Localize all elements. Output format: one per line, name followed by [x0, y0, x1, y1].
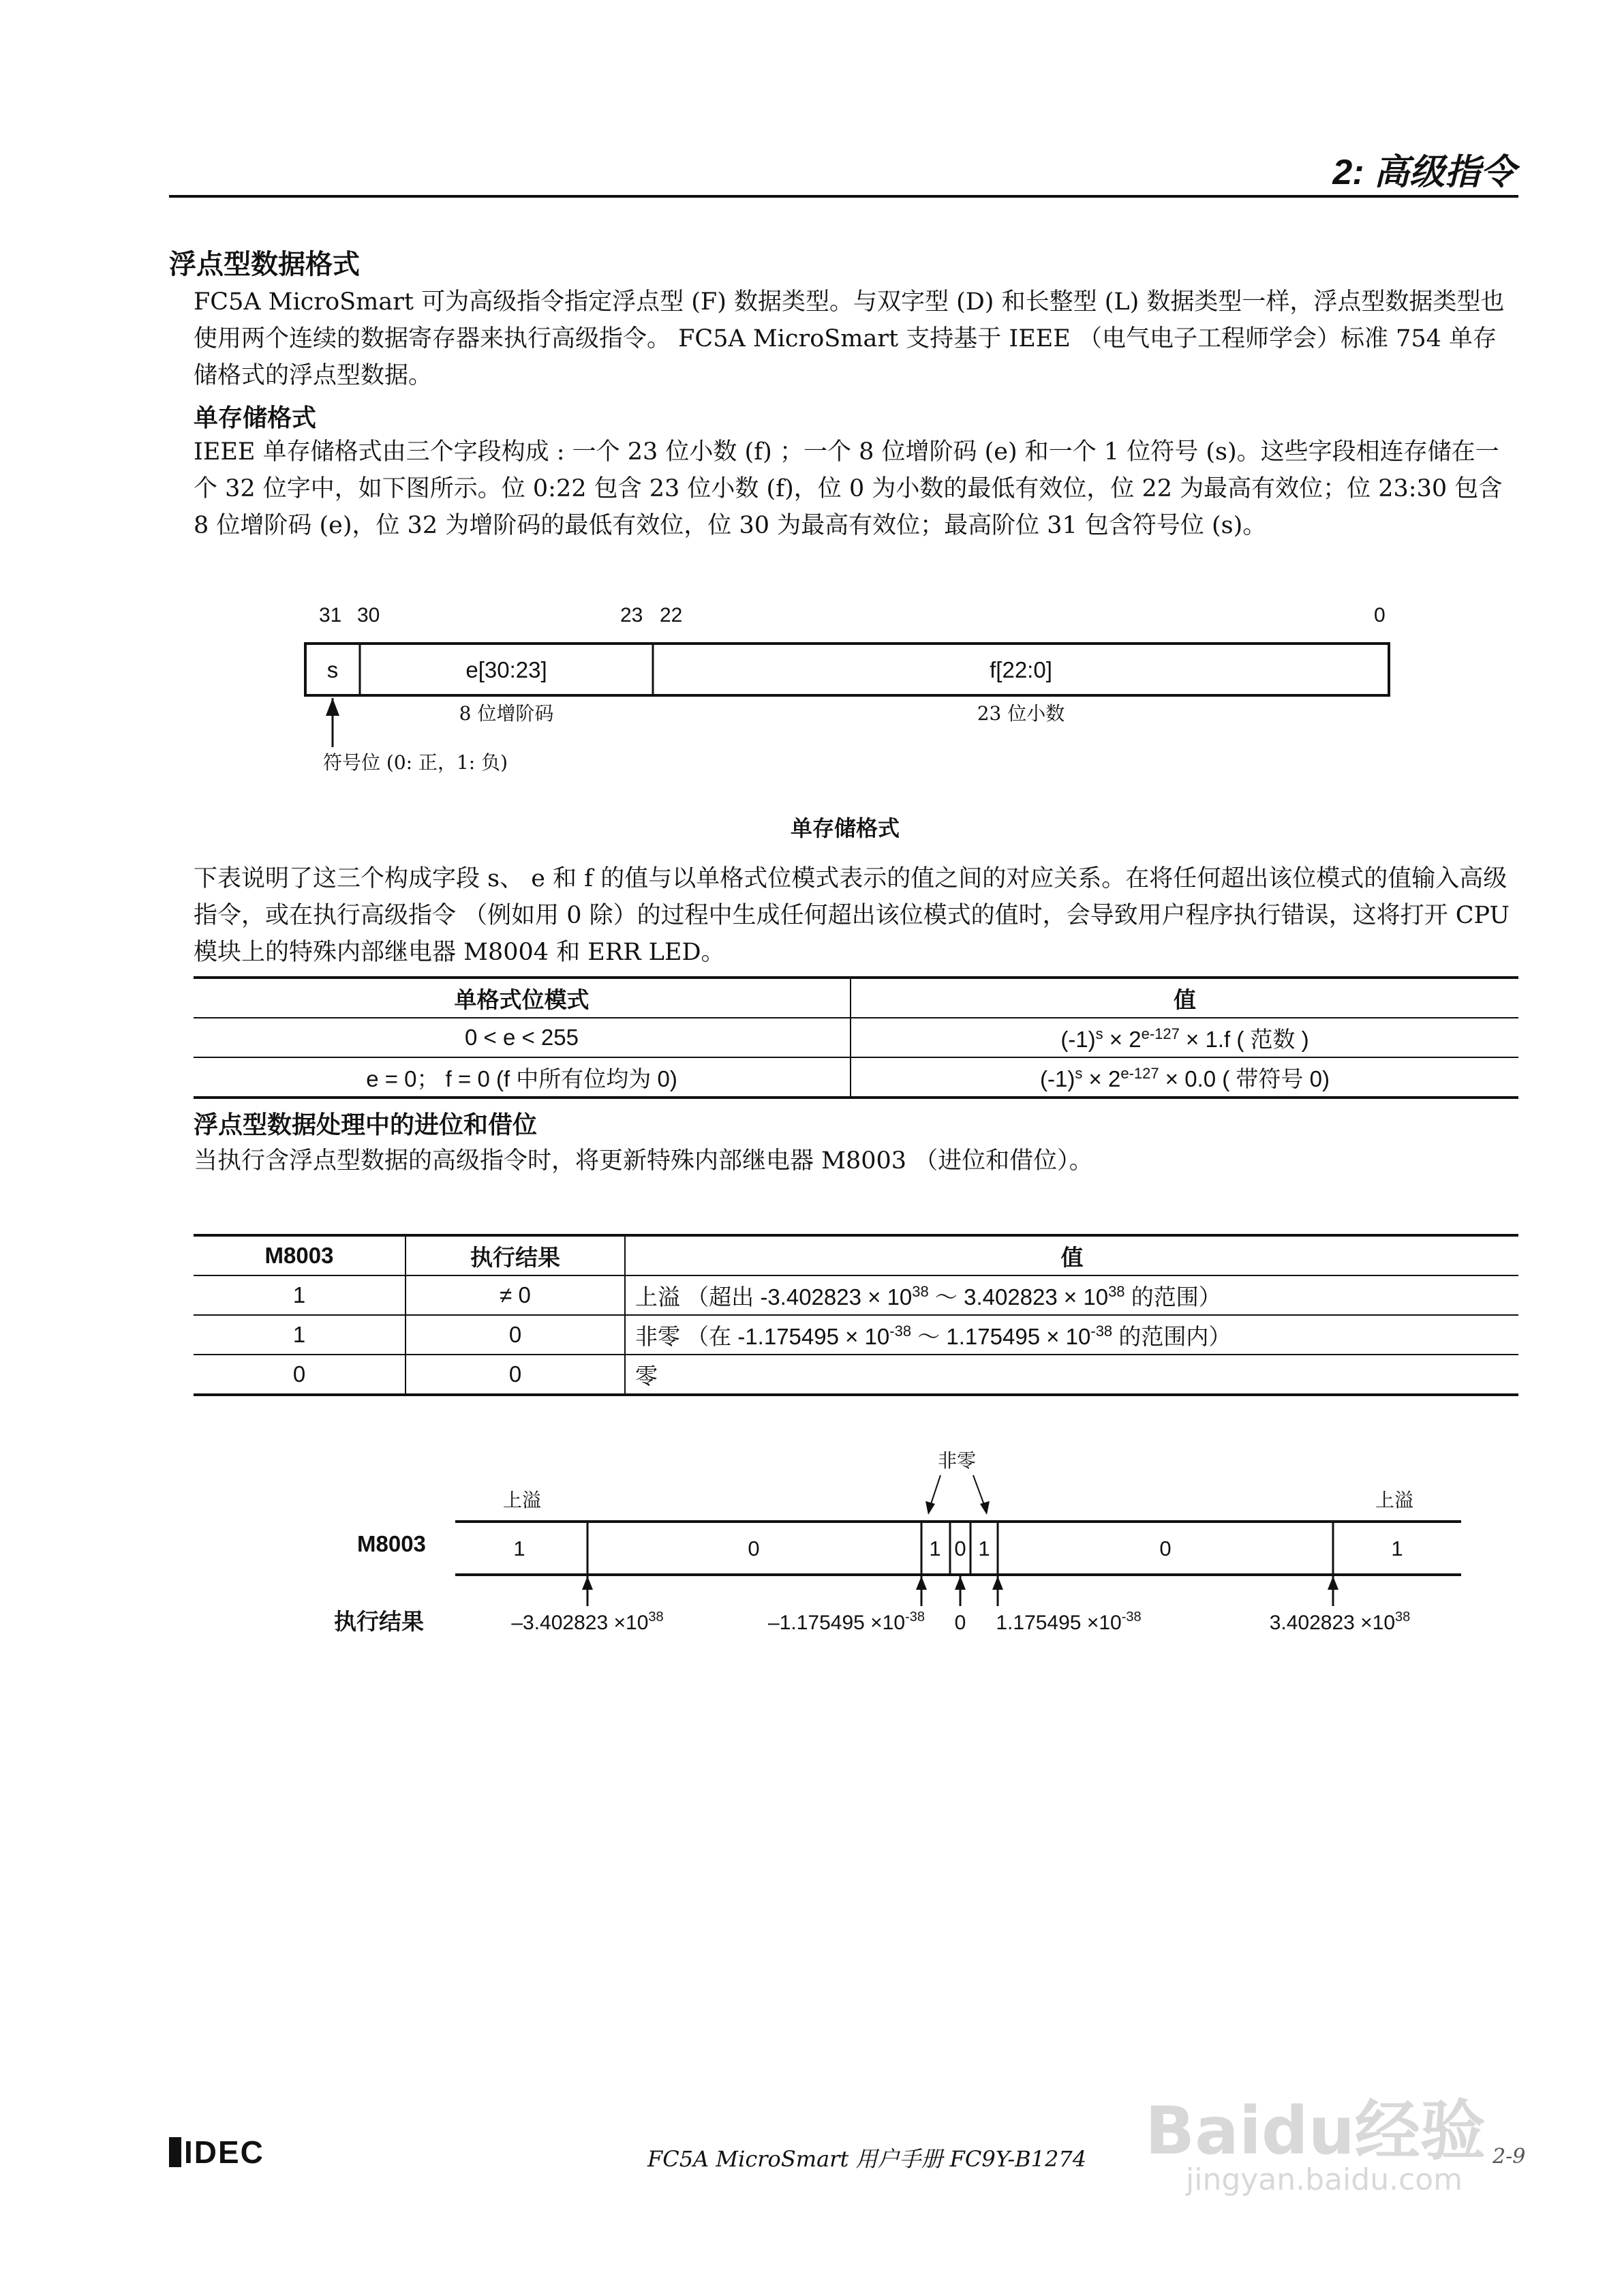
bitfield-diagram [0, 0, 1622, 845]
field-e-note: 8 位增阶码 [459, 702, 554, 725]
value-cell: 上溢 （超出 $-3.402823 \times 10^{38}$ ～ $3.402823 \times 10^{38}$ 的范围） [625, 1275, 1518, 1315]
m8003-cell: 1 [194, 1275, 406, 1315]
page-number: 2-9 [1493, 2145, 1526, 2169]
chapter-title: 2: 高级指令 [1332, 153, 1516, 192]
segment-value: 1 [1391, 1537, 1403, 1560]
result-row-label: 执行结果 [334, 1608, 424, 1635]
tick-arrowhead [992, 1576, 1003, 1590]
table-header-row [194, 978, 1518, 1018]
header-bit-pattern: 单格式位模式 [194, 978, 851, 1018]
field-s: s [326, 657, 339, 682]
m8003-row-label: M8003 [357, 1531, 426, 1556]
result-cell: 0 [406, 1315, 625, 1355]
header-result: 执行结果 [406, 1235, 625, 1275]
table-row [194, 1355, 1518, 1395]
watermark-brand: Baidu经验 [1145, 2093, 1486, 2169]
m8003-cell: 0 [194, 1355, 406, 1395]
value-cell: 非零 （在 $-1.175495 \times 10^{-38}$ ～ $1.175495 \times 10^{-38}$ 的范围内） [625, 1315, 1518, 1355]
field-f: f[22:0] [990, 657, 1052, 682]
field-f-note: 23 位小数 [977, 702, 1065, 725]
nonzero-arrowhead-right [980, 1501, 990, 1515]
overflow-right-label: 上溢 [1375, 1489, 1414, 1511]
overflow-left-label: 上溢 [503, 1489, 542, 1511]
bit-31-label: 31 [319, 604, 342, 626]
carry-title: 浮点型数据处理中的进位和借位 [194, 1111, 538, 1138]
result-cell: ≠ 0 [406, 1275, 625, 1315]
bit-pattern-table [194, 976, 1518, 1099]
value-cell: 零 [625, 1355, 1518, 1395]
segment-value: 0 [1159, 1537, 1172, 1560]
tick-arrowhead [955, 1576, 966, 1590]
tick-label-zero: 0 [954, 1612, 966, 1634]
header-value: 值 [851, 978, 1518, 1018]
segment-value: 1 [929, 1537, 941, 1560]
result-cell: 0 [406, 1355, 625, 1395]
carry-paragraph: 当执行含浮点型数据的高级指令时，将更新特殊内部继电器 M8003 （进位和借位）。 [194, 1147, 1093, 1175]
bit-30-label: 30 [357, 604, 380, 626]
tick-arrowhead [1328, 1576, 1338, 1590]
segment-value: 1 [513, 1537, 525, 1560]
m8003-cell: 1 [194, 1315, 406, 1355]
section-title: 浮点型数据格式 [169, 250, 360, 280]
logo-bar-icon [169, 2137, 181, 2167]
bitfield-caption: 单存储格式 [790, 815, 900, 841]
segment-value: 1 [978, 1537, 990, 1560]
tick-label-neg-min: $-1.175495 \times 10^{-38}$ [768, 1610, 925, 1634]
tick-label-pos-max: $3.402823 \times 10^{38}$ [1269, 1610, 1411, 1634]
section-intro: FC5A MicroSmart 可为高级指令指定浮点型 (F) 数据类型。与双字型 (D) 和长整型 (L) 数据类型一样，浮点型数据类型也使用两个连续的数据寄存器来执行高级指令。 FC5A MicroSmart 支持基于 IEEE （电气电子工程师学会）标准 754 单存储格式的浮点型数据。 [194, 288, 1505, 389]
bit-23-label: 23 [620, 604, 643, 626]
tick-arrowhead [916, 1576, 927, 1590]
segment-value: 0 [748, 1537, 760, 1560]
header-m8003: M8003 [194, 1235, 406, 1275]
value-cell: $(-1)^s \times 2^{e-127} \times 0.0$ ( 带符号 0) [851, 1057, 1518, 1098]
bit-22-label: 22 [660, 604, 683, 626]
watermark-url: jingyan.baidu.com [1186, 2162, 1463, 2197]
segment-value: 0 [954, 1537, 966, 1560]
table-header-row [194, 1235, 1518, 1275]
pattern-cell: e = 0； f = 0 (f 中所有位均为 0) [194, 1057, 851, 1098]
footer-title: FC5A MicroSmart 用户手册 FC9Y-B1274 [647, 2146, 1087, 2172]
header-value: 值 [625, 1235, 1518, 1275]
table1-intro: 下表说明了这三个构成字段 s、 e 和 f 的值与以单格式位模式表示的值之间的对应关系。在将任何超出该位模式的值输入高级指令，或在执行高级指令 （例如用 0 除）的过程中生成任何超出该位模式的值时，会导致用户程序执行错误，这将打开 CPU 模块上的特殊内部继电器 M8004 和 ERR LED。 [194, 865, 1510, 966]
sign-bit-note: 符号位 (0: 正，1: 负) [323, 751, 508, 774]
range-diagram [0, 1432, 1622, 1663]
bit-0-label: 0 [1374, 604, 1386, 626]
value-cell: $(-1)^s \times 2^{e-127} \times 1.f$ ( 范数 ) [851, 1018, 1518, 1057]
carry-table [194, 1234, 1518, 1396]
table-row [194, 1315, 1518, 1355]
nonzero-label: 非零 [938, 1449, 977, 1472]
table-row [194, 1275, 1518, 1315]
table-row [194, 1018, 1518, 1057]
single-format-paragraph: IEEE 单存储格式由三个字段构成 : 一个 23 位小数 (f) ；一个 8 位增阶码 (e) 和一个 1 位符号 (s)。这些字段相连存储在一个 32 位字中，如下图所示。位 0:22 包含 23 位小数 (f)，位 0 为小数的最低有效位，位 22 为最高有效位；位 23:30 包含 8 位增阶码 (e)，位 32 为增阶码的最低有效位，位 30 为最高有效位；最高阶位 31 包含符号位 (s)。 [194, 438, 1503, 539]
tick-label-pos-min: $1.175495 \times 10^{-38}$ [996, 1610, 1142, 1634]
pattern-cell: 0 < e < 255 [194, 1018, 851, 1057]
field-e: e[30:23] [465, 657, 547, 682]
tick-arrowhead [582, 1576, 593, 1590]
nonzero-arrowhead-left [925, 1501, 935, 1515]
tick-label-neg-max: $-3.402823 \times 10^{38}$ [511, 1610, 664, 1634]
table-row [194, 1057, 1518, 1098]
sign-arrow-head [326, 698, 339, 716]
single-format-title: 单存储格式 [194, 404, 317, 432]
idec-logo: IDEC [169, 2131, 264, 2171]
